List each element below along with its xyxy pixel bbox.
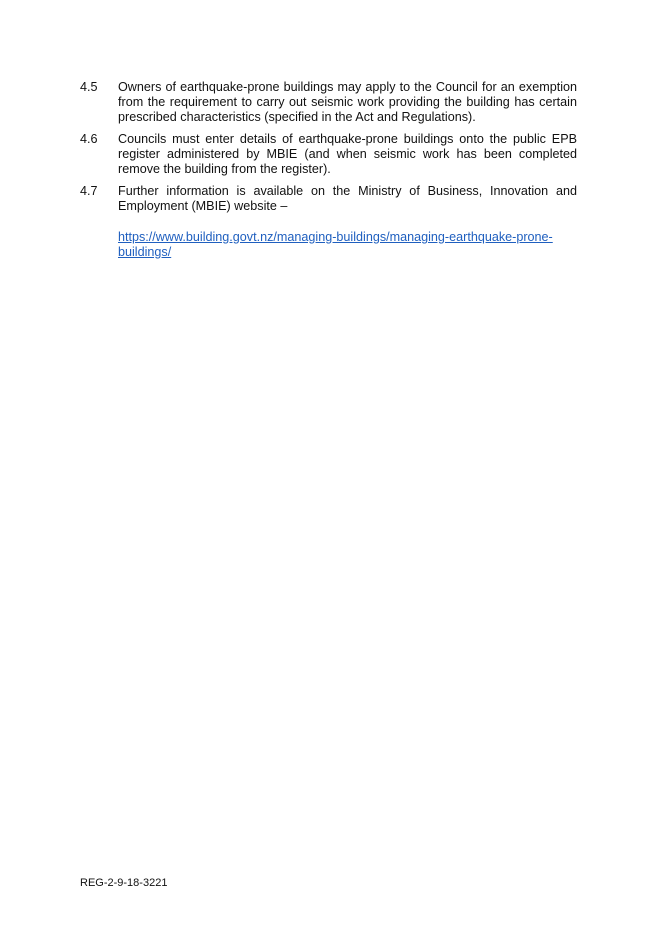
clause-text: Councils must enter details of earthquake-prone buildings onto the public EPB register administered by MBIE (and when seismic work has been completed remove the building from the register).: [118, 132, 577, 176]
clause-text: Further information is available on the Ministry of Business, Innovation and Employment (MBIE) website –: [118, 184, 577, 213]
link-line-2[interactable]: buildings/: [118, 245, 172, 259]
document-reference: REG-2-9-18-3221: [80, 877, 168, 889]
mbie-website-link[interactable]: [118, 230, 580, 260]
link-line-1[interactable]: https://www.building.govt.nz/managing-buildings/managing-earthquake-prone-: [118, 230, 553, 244]
clause-number: 4.7: [80, 184, 98, 198]
clause-number: 4.6: [80, 132, 98, 146]
clause-4-6: [80, 132, 577, 177]
clause-4-7: [80, 184, 577, 214]
clause-number: 4.5: [80, 80, 98, 94]
clause-text: Owners of earthquake-prone buildings may apply to the Council for an exemption from the requirement to carry out seismic work providing the building has certain prescribed characteristics (specified in the Act and Regulations).: [118, 80, 577, 124]
clause-4-5: [80, 80, 577, 125]
